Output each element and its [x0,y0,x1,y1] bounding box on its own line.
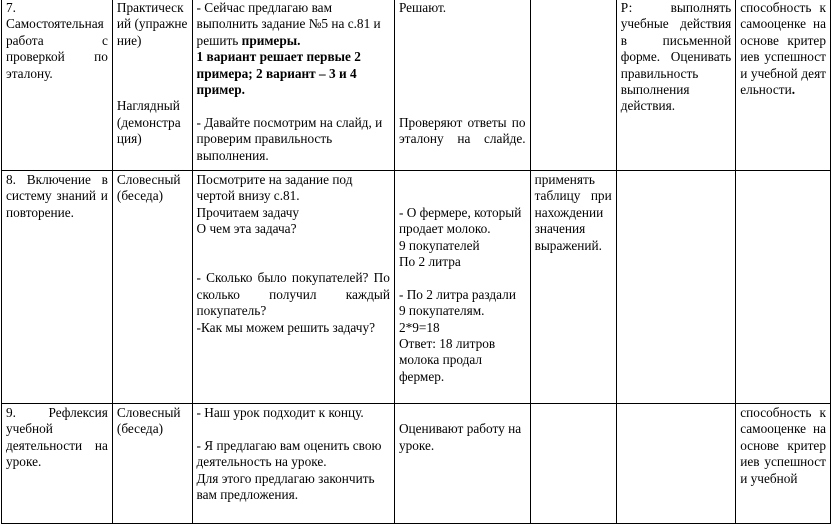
method-cell [112,0,192,171]
personal-uud-cell [736,404,831,524]
student-text: Оценивают работу на уроке. [398,421,522,453]
teacher-text: Прочитаем задачу [196,204,300,220]
cognitive-uud-cell [530,0,616,171]
uud-text: Р: выполнять учебные действия в письменной форме. Оценивать правильность выполнения действия. [620,0,732,114]
student-text: Проверяют ответы по эталону на слайде. [398,114,526,147]
personal-uud-cell [736,0,831,171]
table-row-stage-9 [2,404,831,524]
teacher-text: - Давайте посмотрим на слайд, и проверим правильность выполнения. [196,114,383,163]
stage-text: 9. Рефлексия учебной деятельности на уроке. [6,405,108,470]
lesson-plan-table [1,0,831,524]
student-activity-cell [394,404,530,524]
teacher-activity-cell [192,404,394,524]
method-text: Наглядный (демонстрация) [116,98,181,147]
teacher-text: Посмотрите на задание под чертой внизу с.81. [196,172,353,204]
student-activity-cell [394,0,530,171]
teacher-text: Для этого предлагаю закончить вам предложения. [196,470,375,503]
method-text: Словесный (беседа) [116,405,181,437]
method-cell [112,404,192,524]
stage-text: 7. Самостоятельная работа с проверкой по эталону. [6,0,108,81]
teacher-text: -Как мы можем решить задачу? [196,319,376,335]
student-text: Решают. [398,0,447,15]
cognitive-uud-cell [530,404,616,524]
uud-text: способность к самооценке на основе критериев успешности учебной деятельности. [740,0,826,98]
student-text: - По 2 литра раздали 9 покупателям. [398,286,516,319]
teacher-activity-cell [192,171,394,404]
student-text: - О фермере, который продает молоко. [398,204,522,237]
teacher-text: О чем эта задача? [196,221,297,237]
personal-uud-cell [736,171,831,404]
student-activity-cell [394,171,530,404]
table-row-stage-8 [2,171,831,404]
stage-cell [2,0,113,171]
method-text: Словесный (беседа) [116,172,181,204]
method-cell [112,171,192,404]
student-text: Ответ: 18 литров молока продал фермер. [398,336,496,384]
teacher-text: - Наш урок подходит к концу. [196,405,364,420]
teacher-text: - Сейчас предлагаю вам выполнить задание №5 на с.81 и решить примеры. [196,0,381,48]
regulatory-uud-cell [616,0,736,171]
teacher-text: - Я предлагаю вам оценить свою деятельность на уроке. [196,437,382,470]
teacher-text-bold: 1 вариант решает первые 2 примера; 2 вариант – 3 и 4 пример. [196,49,361,98]
uud-text: применять таблицу при нахождении значения выражений. [534,172,612,253]
student-text: 9 покупателей [398,237,480,253]
stage-cell [2,171,113,404]
cognitive-uud-cell [530,171,616,404]
student-text: 2*9=18 [398,319,440,335]
stage-cell [2,404,113,524]
regulatory-uud-cell [616,404,736,524]
uud-text: способность к самооценке на основе критериев успешности учебной [740,405,826,486]
stage-text: 8. Включение в систему знаний и повторение. [6,172,108,220]
teacher-text: - Сколько было покупателей? По сколько получил каждый покупатель? [196,270,390,319]
teacher-activity-cell [192,0,394,171]
student-text: По 2 литра [398,254,461,269]
method-text: Практический (упражнение) [116,0,188,48]
regulatory-uud-cell [616,171,736,404]
table-row-stage-7 [2,0,831,171]
